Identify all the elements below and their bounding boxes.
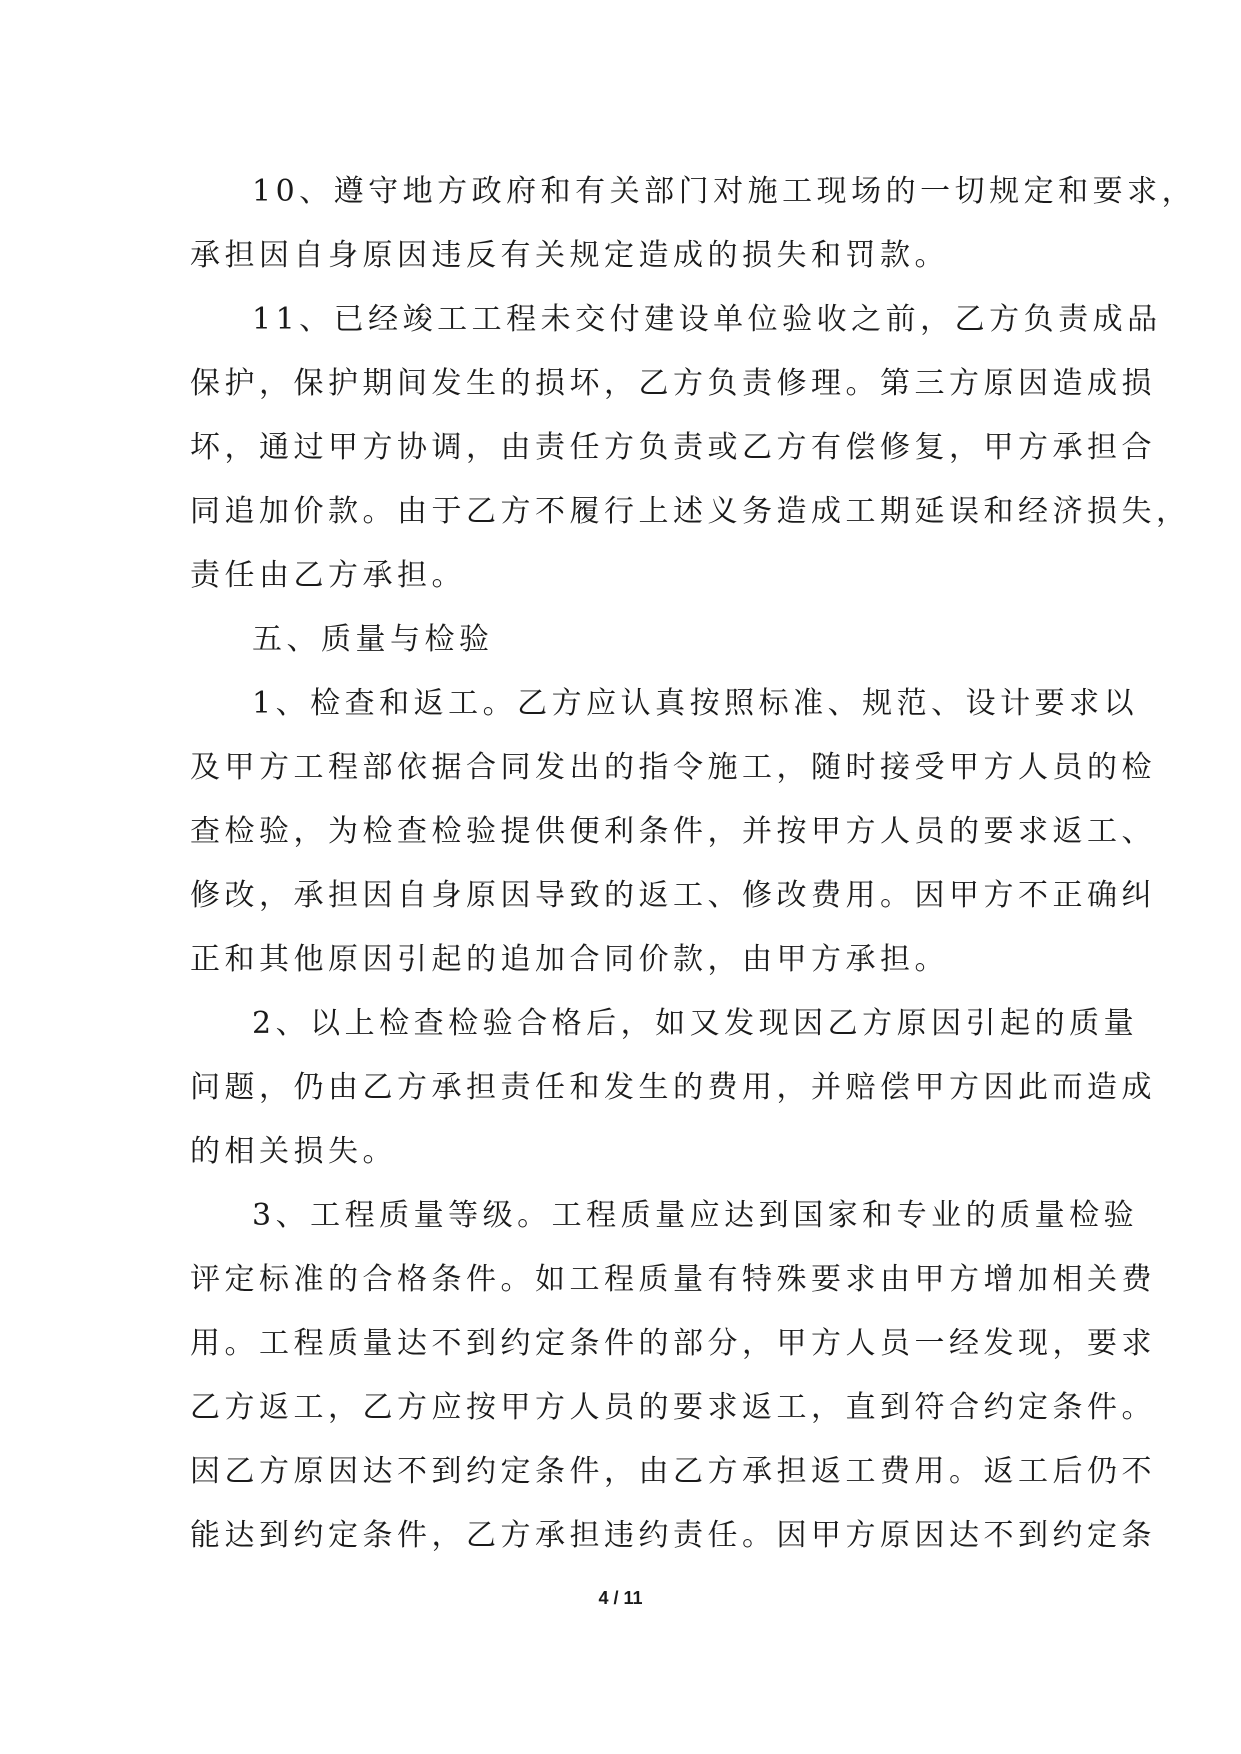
paragraph-line: 乙方返工，乙方应按甲方人员的要求返工，直到符合约定条件。 (190, 1390, 1156, 1425)
paragraph-line: 用。工程质量达不到约定条件的部分，甲方人员一经发现，要求 (190, 1326, 1156, 1361)
paragraph-line: 责任由乙方承担。 (190, 558, 466, 593)
paragraph-line: 评定标准的合格条件。如工程质量有特殊要求由甲方增加相关费 (190, 1262, 1156, 1297)
paragraph-line: 问题，仍由乙方承担责任和发生的费用，并赔偿甲方因此而造成 (190, 1070, 1156, 1105)
paragraph-line: 10、遵守地方政府和有关部门对施工现场的一切规定和要求， (252, 174, 1197, 209)
paragraph-line: 2、以上检查检验合格后，如又发现因乙方原因引起的质量 (252, 1006, 1139, 1041)
paragraph-line: 1、检查和返工。乙方应认真按照标准、规范、设计要求以 (252, 686, 1139, 721)
paragraph-line: 承担因自身原因违反有关规定造成的损失和罚款。 (190, 238, 949, 273)
paragraph-line: 及甲方工程部依据合同发出的指令施工，随时接受甲方人员的检 (190, 750, 1156, 785)
paragraph-line: 的相关损失。 (190, 1134, 397, 1169)
paragraph-line: 能达到约定条件，乙方承担违约责任。因甲方原因达不到约定条 (190, 1518, 1156, 1553)
paragraph-line: 修改，承担因自身原因导致的返工、修改费用。因甲方不正确纠 (190, 878, 1156, 913)
paragraph-line: 坏，通过甲方协调，由责任方负责或乙方有偿修复，甲方承担合 (190, 430, 1156, 465)
paragraph-line: 因乙方原因达不到约定条件，由乙方承担返工费用。返工后仍不 (190, 1454, 1156, 1489)
paragraph-line: 正和其他原因引起的追加合同价款，由甲方承担。 (190, 942, 949, 977)
section-heading: 五、质量与检验 (252, 622, 494, 657)
paragraph-line: 查检验，为检查检验提供便利条件，并按甲方人员的要求返工、 (190, 814, 1156, 849)
paragraph-line: 同追加价款。由于乙方不履行上述义务造成工期延误和经济损失， (190, 494, 1191, 529)
document-body (190, 160, 1197, 1568)
paragraph-line: 保护，保护期间发生的损坏，乙方负责修理。第三方原因造成损 (190, 366, 1156, 401)
page-number: 4 / 11 (598, 1588, 643, 1608)
paragraph-line: 3、工程质量等级。工程质量应达到国家和专业的质量检验 (252, 1198, 1139, 1233)
paragraph-line: 11、已经竣工工程未交付建设单位验收之前，乙方负责成品 (252, 302, 1162, 337)
